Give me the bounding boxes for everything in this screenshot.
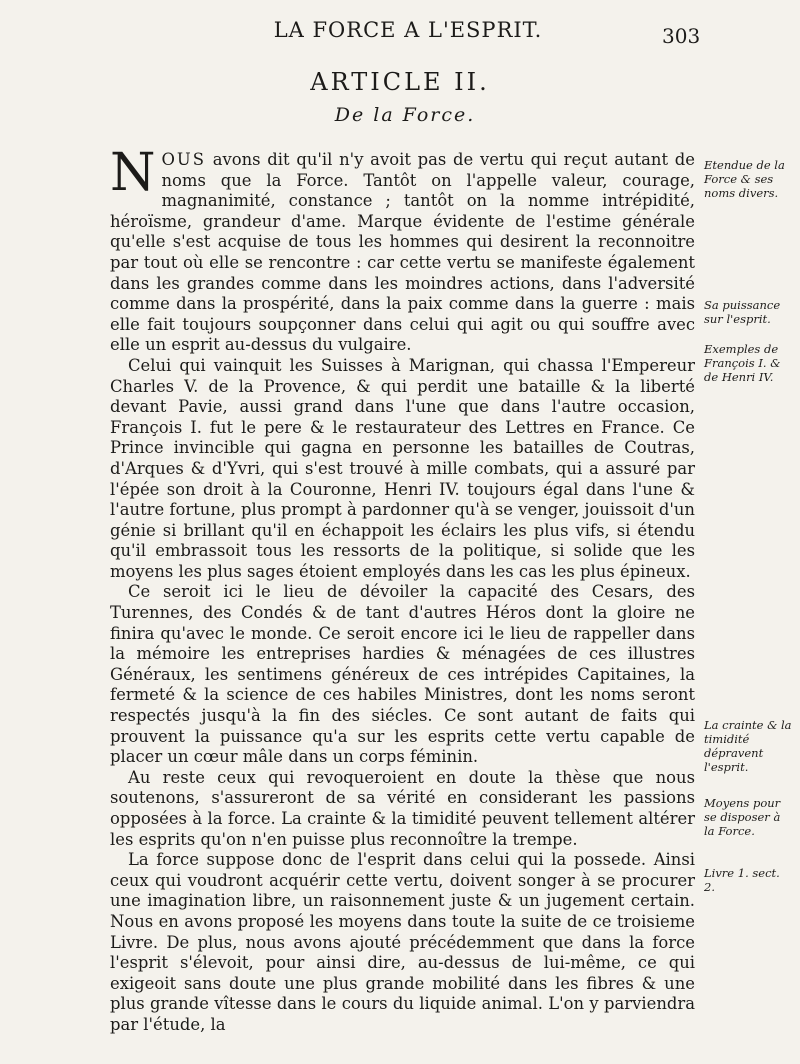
paragraph-1-text: avons dit qu'il n'y avoit pas de vertu qui reçut autant de noms que la Force. Tantôt on l'appelle valeur, courage, magnanimité, constance ; tantôt on la nomme intrépidité, héroïsme, grandeur d'ame. Marque évidente de l'estime générale qu'elle s'est acquise de tous les hommes qui desirent la reconnoitre par tout où elle se rencontre : car cette vertu se manifeste également dans les grandes comme dans les moindres actions, dans l'adversité comme dans la prospérité, dans la paix comme dans la guerre : mais elle fait toujours soupçonner dans celui qui agit ou qui souffre avec elle un esprit au-dessus du vulgaire. xyxy=(110,150,695,355)
first-lead-word: OUS xyxy=(161,150,206,169)
body-text xyxy=(110,143,695,1036)
page-number: 303 xyxy=(662,24,701,48)
margin-note-fear: La crainte & la timidité dépravent l'esprit. xyxy=(704,718,792,774)
article-heading: ARTICLE II. xyxy=(310,68,490,96)
paragraph-3: Ce seroit ici le lieu de dévoiler la capacité des Cesars, des Turennes, des Condés & de tant d'autres Héros dont la gloire ne finira qu'avec le monde. Ce seroit encore ici le lieu de rappeller dans la mémoire les entreprises hardies & ménagées de ces illustres Généraux, les sentimens généreux de ces intrépides Capitaines, la fermeté & la science de ces habiles Ministres, dont les noms seront respectés jusqu'à la fin des siécles. Ce sont autant de faits qui prouvent la puissance qu'a sur les esprits cette vertu capable de placer un cœur mâle dans un corps féminin. xyxy=(110,582,695,767)
margin-note-reference: Livre 1. sect. 2. xyxy=(704,866,780,894)
paragraph-1 xyxy=(110,143,695,356)
section-title: De la Force. xyxy=(334,104,476,126)
margin-note-means: Moyens pour se disposer à la Force. xyxy=(704,796,781,838)
margin-note-examples: Exemples de François I. & de Henri IV. xyxy=(704,342,781,384)
margin-note-extent: Etendue de la Force & ses noms divers. xyxy=(704,158,785,200)
drop-cap: N xyxy=(110,143,156,203)
margin-note-power: Sa puissance sur l'esprit. xyxy=(704,298,781,326)
running-head: LA FORCE A L'ESPRIT. xyxy=(273,18,543,42)
paragraph-4: Au reste ceux qui revoqueroient en doute la thèse que nous soutenons, s'assureront de sa vérité en considerant les passions opposées à la force. La crainte & la timidité peuvent tellement altérer les esprits qu'on n'en puisse plus reconnoître la trempe. xyxy=(110,767,695,849)
paragraph-2: Celui qui vainquit les Suisses à Marignan, qui chassa l'Empereur Charles V. de la Provence, & qui perdit une bataille & la liberté devant Pavie, aussi grand dans l'une que dans l'autre occasion, François I. fut le pere & le restaurateur des Lettres en France. Ce Prince invincible qui gagna en personne les batailles de Coutras, d'Arques & d'Yvri, qui s'est trouvé à mille combats, qui a assuré par l'épée son droit à la Couronne, Henri IV. toujours égal dans l'une & l'autre fortune, plus prompt à pardonner qu'à se venger, jouissoit d'un génie si brillant qu'il en échappoit les éclairs les plus vifs, si étendu qu'il embrassoit tous les ressorts de la politique, si solide que les moyens les plus sages étoient employés dans les cas les plus épineux. xyxy=(110,355,695,581)
paragraph-5: La force suppose donc de l'esprit dans celui qui la possede. Ainsi ceux qui voudront acquérir cette vertu, doivent songer à se procurer une imagination libre, un raisonnement juste & un jugement certain. Nous en avons proposé les moyens dans toute la suite de ce troisieme Livre. De plus, nous avons ajouté précédemment que dans la force l'esprit s'élevoit, pour ainsi dire, au-dessus de lui-même, ce qui exigeoit sans doute une plus grande mobilité dans les fibres & une plus grande vîtesse dans le cours du liquide animal. L'on y parviendra par l'étude, la xyxy=(110,850,695,1034)
